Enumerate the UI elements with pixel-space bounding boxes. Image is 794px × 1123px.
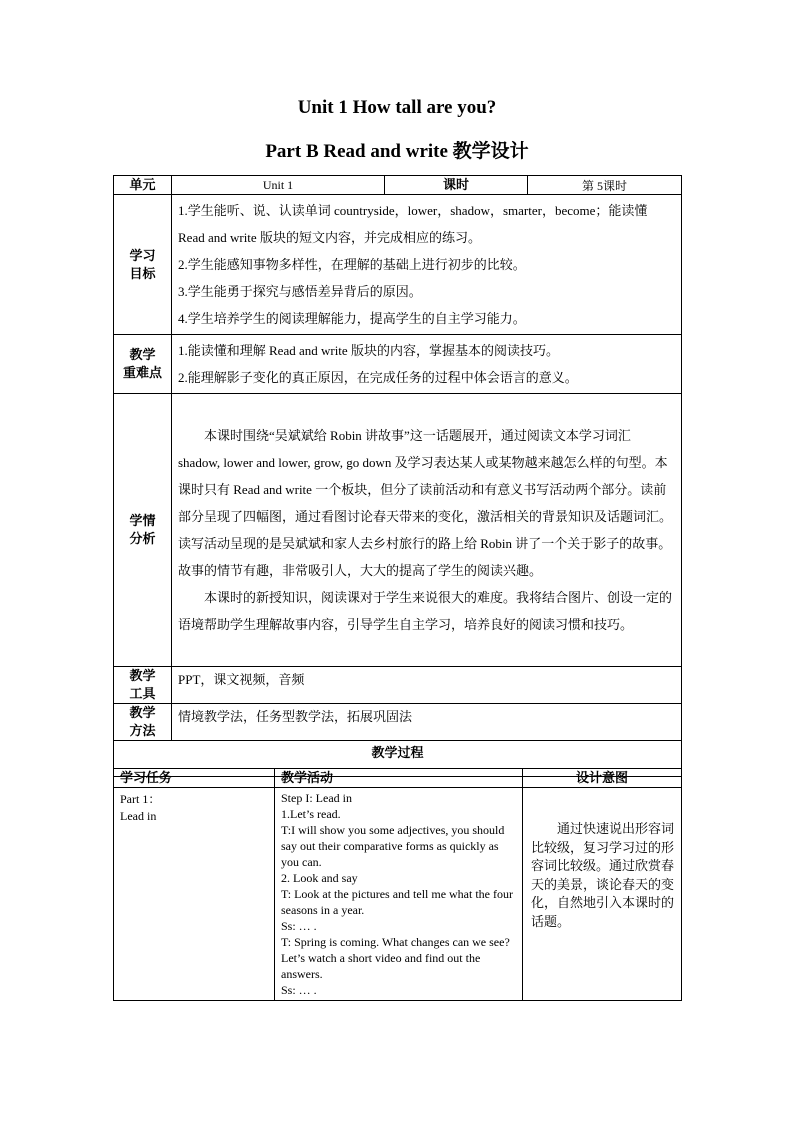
process-heading: 教学过程 bbox=[114, 741, 682, 777]
activity-line: T: Spring is coming. What changes can we see? Let’s watch a short video and find out the answers. bbox=[281, 935, 510, 981]
key-points-label: 教学 重难点 bbox=[114, 335, 172, 394]
methods-content: 情境教学法，任务型教学法，拓展巩固法 bbox=[172, 704, 682, 741]
methods-label: 教学 方法 bbox=[114, 704, 172, 741]
document-subtitle: Part B Read and write 教学设计 bbox=[265, 141, 529, 162]
tools-content: PPT，课文视频，音频 bbox=[172, 667, 682, 704]
objectives-content bbox=[172, 195, 682, 335]
objective-item: 1.学生能听、说、认读单词 countryside，lower，shadow，smarter，become；能读懂 Read and write 版块的短文内容，并完成相应的练习。 bbox=[178, 203, 648, 245]
objective-item: 2.学生能感知事物多样性，在理解的基础上进行初步的比较。 bbox=[178, 257, 526, 272]
lesson-plan-table bbox=[113, 175, 682, 777]
methods-row bbox=[114, 704, 682, 741]
key-point-item: 2.能理解影子变化的真正原因，在完成任务的过程中体会语言的意义。 bbox=[178, 370, 578, 385]
tools-label: 教学 工具 bbox=[114, 667, 172, 704]
objective-item: 4.学生培养学生的阅读理解能力，提高学生的自主学习能力。 bbox=[178, 311, 526, 326]
task-cell: Part 1： Lead in bbox=[114, 788, 275, 1001]
objectives-row bbox=[114, 195, 682, 335]
tools-row bbox=[114, 667, 682, 704]
intent-cell: 通过快速说出形容词比较级，复习学习过的形容词比较级。通过欣赏春天的美景，谈论春天的变化，自然地引入本课时的话题。 bbox=[523, 788, 682, 1001]
analysis-content bbox=[172, 394, 682, 667]
process-header-row bbox=[114, 769, 682, 788]
unit-value: Unit 1 bbox=[172, 176, 385, 195]
period-value: 第 5课时 bbox=[528, 176, 682, 195]
activity-line: 2. Look and say bbox=[281, 871, 358, 885]
activity-line: T: Look at the pictures and tell me what the four seasons in a year. bbox=[281, 887, 513, 917]
activity-line: T:I will show you some adjectives, you should say out their comparative forms as quickly as you can. bbox=[281, 823, 505, 869]
process-table bbox=[113, 768, 682, 1001]
analysis-label: 学情 分析 bbox=[114, 394, 172, 667]
unit-label: 单元 bbox=[114, 176, 172, 195]
activity-line: Ss: … . bbox=[281, 919, 317, 933]
column-header-intent: 设计意图 bbox=[523, 769, 682, 788]
key-point-item: 1.能读懂和理解 Read and write 版块的内容，掌握基本的阅读技巧。 bbox=[178, 343, 559, 358]
analysis-row bbox=[114, 394, 682, 667]
activity-line: Ss: … . bbox=[281, 983, 317, 997]
key-points-content bbox=[172, 335, 682, 394]
info-row bbox=[114, 176, 682, 195]
key-points-row bbox=[114, 335, 682, 394]
period-label: 课时 bbox=[385, 176, 528, 195]
process-row bbox=[114, 788, 682, 1001]
column-header-task: 学习任务 bbox=[114, 769, 275, 788]
activity-line: Step I: Lead in bbox=[281, 791, 352, 805]
document-title: Unit 1 How tall are you? bbox=[297, 97, 497, 118]
objective-item: 3.学生能勇于探究与感悟差异背后的原因。 bbox=[178, 284, 422, 299]
objectives-label: 学习 目标 bbox=[114, 195, 172, 335]
activity-cell bbox=[275, 788, 523, 1001]
analysis-paragraph: 本课时的新授知识，阅读课对于学生来说很大的难度。我将结合图片、创设一定的语境帮助学生理解故事内容，引导学生自主学习，培养良好的阅读习惯和技巧。 bbox=[178, 590, 673, 632]
column-header-activity: 教学活动 bbox=[275, 769, 523, 788]
analysis-paragraph: 本课时围绕“吴斌斌给 Robin 讲故事”这一话题展开，通过阅读文本学习词汇 shadow, lower and lower, grow, go down 及学习表达某人或某物越来越怎么样的句型。本课时只有 Read and write 一个板块，但分了读前活动和有意义书写活动两个部分。读前部分呈现了四幅图，通过看图讨论春天带来的变化，激活相关的背景知识及话题词汇。读写活动呈现的是吴斌斌和家人去乡村旅行的路上给 Robin 讲了一个关于影子的故事。故事的情节有趣，非常吸引人，大大的提高了学生的阅读兴趣。 bbox=[178, 428, 673, 578]
activity-line: 1.Let’s read. bbox=[281, 807, 341, 821]
